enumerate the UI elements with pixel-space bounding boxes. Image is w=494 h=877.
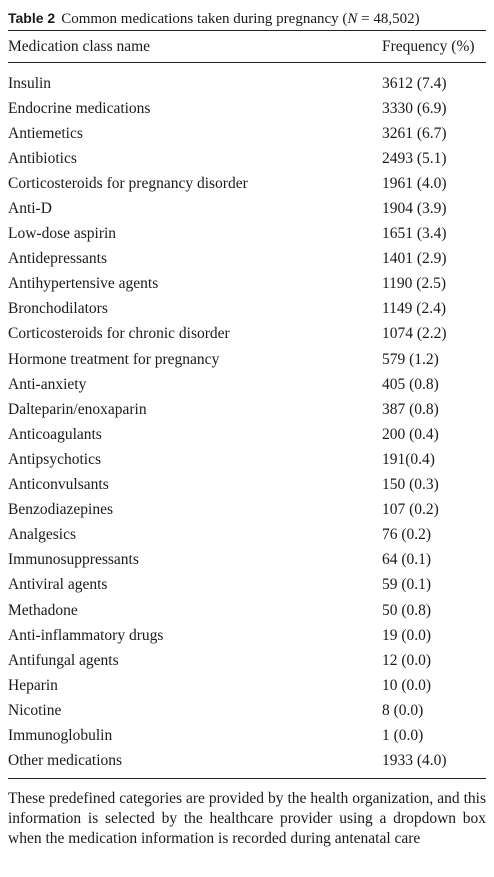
frequency-cell: 76 (0.2) — [382, 526, 432, 544]
frequency-cell: 1190 (2.5) — [382, 275, 446, 293]
table-row — [8, 573, 486, 598]
caption-title-post: = 48,502) — [357, 11, 420, 27]
frequency-cell: 579 (1.2) — [382, 350, 439, 368]
table-row — [8, 347, 486, 372]
frequency-cell: 64 (0.1) — [382, 551, 432, 569]
frequency-cell: 150 (0.3) — [382, 476, 439, 494]
table-row — [8, 723, 486, 748]
medication-class-cell: Immunoglobulin — [8, 726, 113, 744]
medication-class-cell: Antihypertensive agents — [8, 275, 159, 293]
bottom-rule — [8, 778, 486, 779]
frequency-cell: 8 (0.0) — [382, 701, 424, 719]
frequency-cell: 1149 (2.4) — [382, 300, 446, 318]
header-row — [8, 31, 486, 62]
medication-class-cell: Nicotine — [8, 701, 62, 719]
medication-class-cell: Antipsychotics — [8, 450, 101, 468]
table-row — [8, 548, 486, 573]
table-row — [8, 71, 486, 96]
medication-class-cell: Antifungal agents — [8, 651, 119, 669]
frequency-cell: 1 (0.0) — [382, 726, 424, 744]
table-figure — [8, 8, 486, 849]
medication-class-cell: Antibiotics — [8, 149, 77, 167]
medication-class-cell: Anti-anxiety — [8, 375, 87, 393]
frequency-cell: 1933 (4.0) — [382, 752, 447, 770]
table-row — [8, 196, 486, 221]
frequency-cell: 1961 (4.0) — [382, 174, 447, 192]
table-row — [8, 598, 486, 623]
frequency-cell: 1904 (3.9) — [382, 200, 447, 218]
medication-class-cell: Antiviral agents — [8, 576, 108, 594]
medication-class-cell: Analgesics — [8, 526, 77, 544]
table-row — [8, 749, 486, 774]
frequency-cell: 107 (0.2) — [382, 501, 439, 519]
frequency-cell: 3261 (6.7) — [382, 124, 447, 142]
frequency-cell: 59 (0.1) — [382, 576, 432, 594]
header-medication-class: Medication class name — [8, 37, 151, 55]
table-row — [8, 322, 486, 347]
frequency-cell: 387 (0.8) — [382, 400, 439, 418]
table-label: Table 2 — [8, 10, 56, 26]
medication-class-cell: Anticonvulsants — [8, 476, 109, 494]
medication-class-cell: Methadone — [8, 601, 78, 619]
table-row — [8, 121, 486, 146]
medications-table-body — [8, 63, 486, 774]
medication-class-cell: Anticoagulants — [8, 425, 102, 443]
table-row — [8, 498, 486, 523]
header-frequency: Frequency (%) — [382, 37, 475, 55]
medication-class-cell: Antidepressants — [8, 250, 108, 268]
medication-class-cell: Anti-D — [8, 200, 52, 218]
table-footnote: These predefined categories are provided by the health organization, and this information is selected by the healthcare provider using a dropdown box when the medication information is recorded during antenatal care — [8, 789, 486, 847]
medication-class-cell: Antiemetics — [8, 124, 83, 142]
frequency-cell: 200 (0.4) — [382, 425, 439, 443]
medication-class-cell: Insulin — [8, 74, 52, 92]
medication-class-cell: Other medications — [8, 752, 123, 770]
frequency-cell: 1651 (3.4) — [382, 225, 447, 243]
frequency-cell: 50 (0.8) — [382, 601, 432, 619]
frequency-cell: 12 (0.0) — [382, 651, 432, 669]
table-row — [8, 272, 486, 297]
medication-class-cell: Endocrine medications — [8, 99, 151, 117]
table-row — [8, 297, 486, 322]
table-row — [8, 473, 486, 498]
caption-title-pre: Common medications taken during pregnancy ( — [61, 11, 348, 27]
frequency-cell: 2493 (5.1) — [382, 149, 447, 167]
medication-class-cell: Dalteparin/enoxaparin — [8, 400, 147, 418]
medication-class-cell: Benzodiazepines — [8, 501, 114, 519]
table-row — [8, 698, 486, 723]
medication-class-cell: Anti-inflammatory drugs — [8, 626, 164, 644]
table-row — [8, 648, 486, 673]
frequency-cell: 3330 (6.9) — [382, 99, 447, 117]
table-row — [8, 422, 486, 447]
table-row — [8, 96, 486, 121]
medication-class-cell: Corticosteroids for chronic disorder — [8, 325, 230, 343]
medication-class-cell: Bronchodilators — [8, 300, 108, 318]
frequency-cell: 10 (0.0) — [382, 676, 432, 694]
frequency-cell: 191(0.4) — [382, 450, 435, 468]
frequency-cell: 19 (0.0) — [382, 626, 432, 644]
table-row — [8, 247, 486, 272]
caption-title-var: N — [347, 11, 358, 27]
table-row — [8, 171, 486, 196]
frequency-cell: 3612 (7.4) — [382, 74, 447, 92]
medication-class-cell: Immunosuppressants — [8, 551, 139, 569]
table-row — [8, 372, 486, 397]
medication-class-cell: Low-dose aspirin — [8, 225, 117, 243]
medication-class-cell: Corticosteroids for pregnancy disorder — [8, 174, 248, 192]
table-row — [8, 397, 486, 422]
table-row — [8, 623, 486, 648]
medication-class-cell: Heparin — [8, 676, 58, 694]
table-row — [8, 523, 486, 548]
spacer-row — [8, 63, 486, 71]
frequency-cell: 1401 (2.9) — [382, 250, 447, 268]
table-row — [8, 222, 486, 247]
table-row — [8, 673, 486, 698]
table-row — [8, 447, 486, 472]
medications-table — [8, 31, 486, 62]
frequency-cell: 1074 (2.2) — [382, 325, 447, 343]
table-row — [8, 146, 486, 171]
table-caption — [8, 8, 486, 30]
medication-class-cell: Hormone treatment for pregnancy — [8, 350, 220, 368]
frequency-cell: 405 (0.8) — [382, 375, 439, 393]
